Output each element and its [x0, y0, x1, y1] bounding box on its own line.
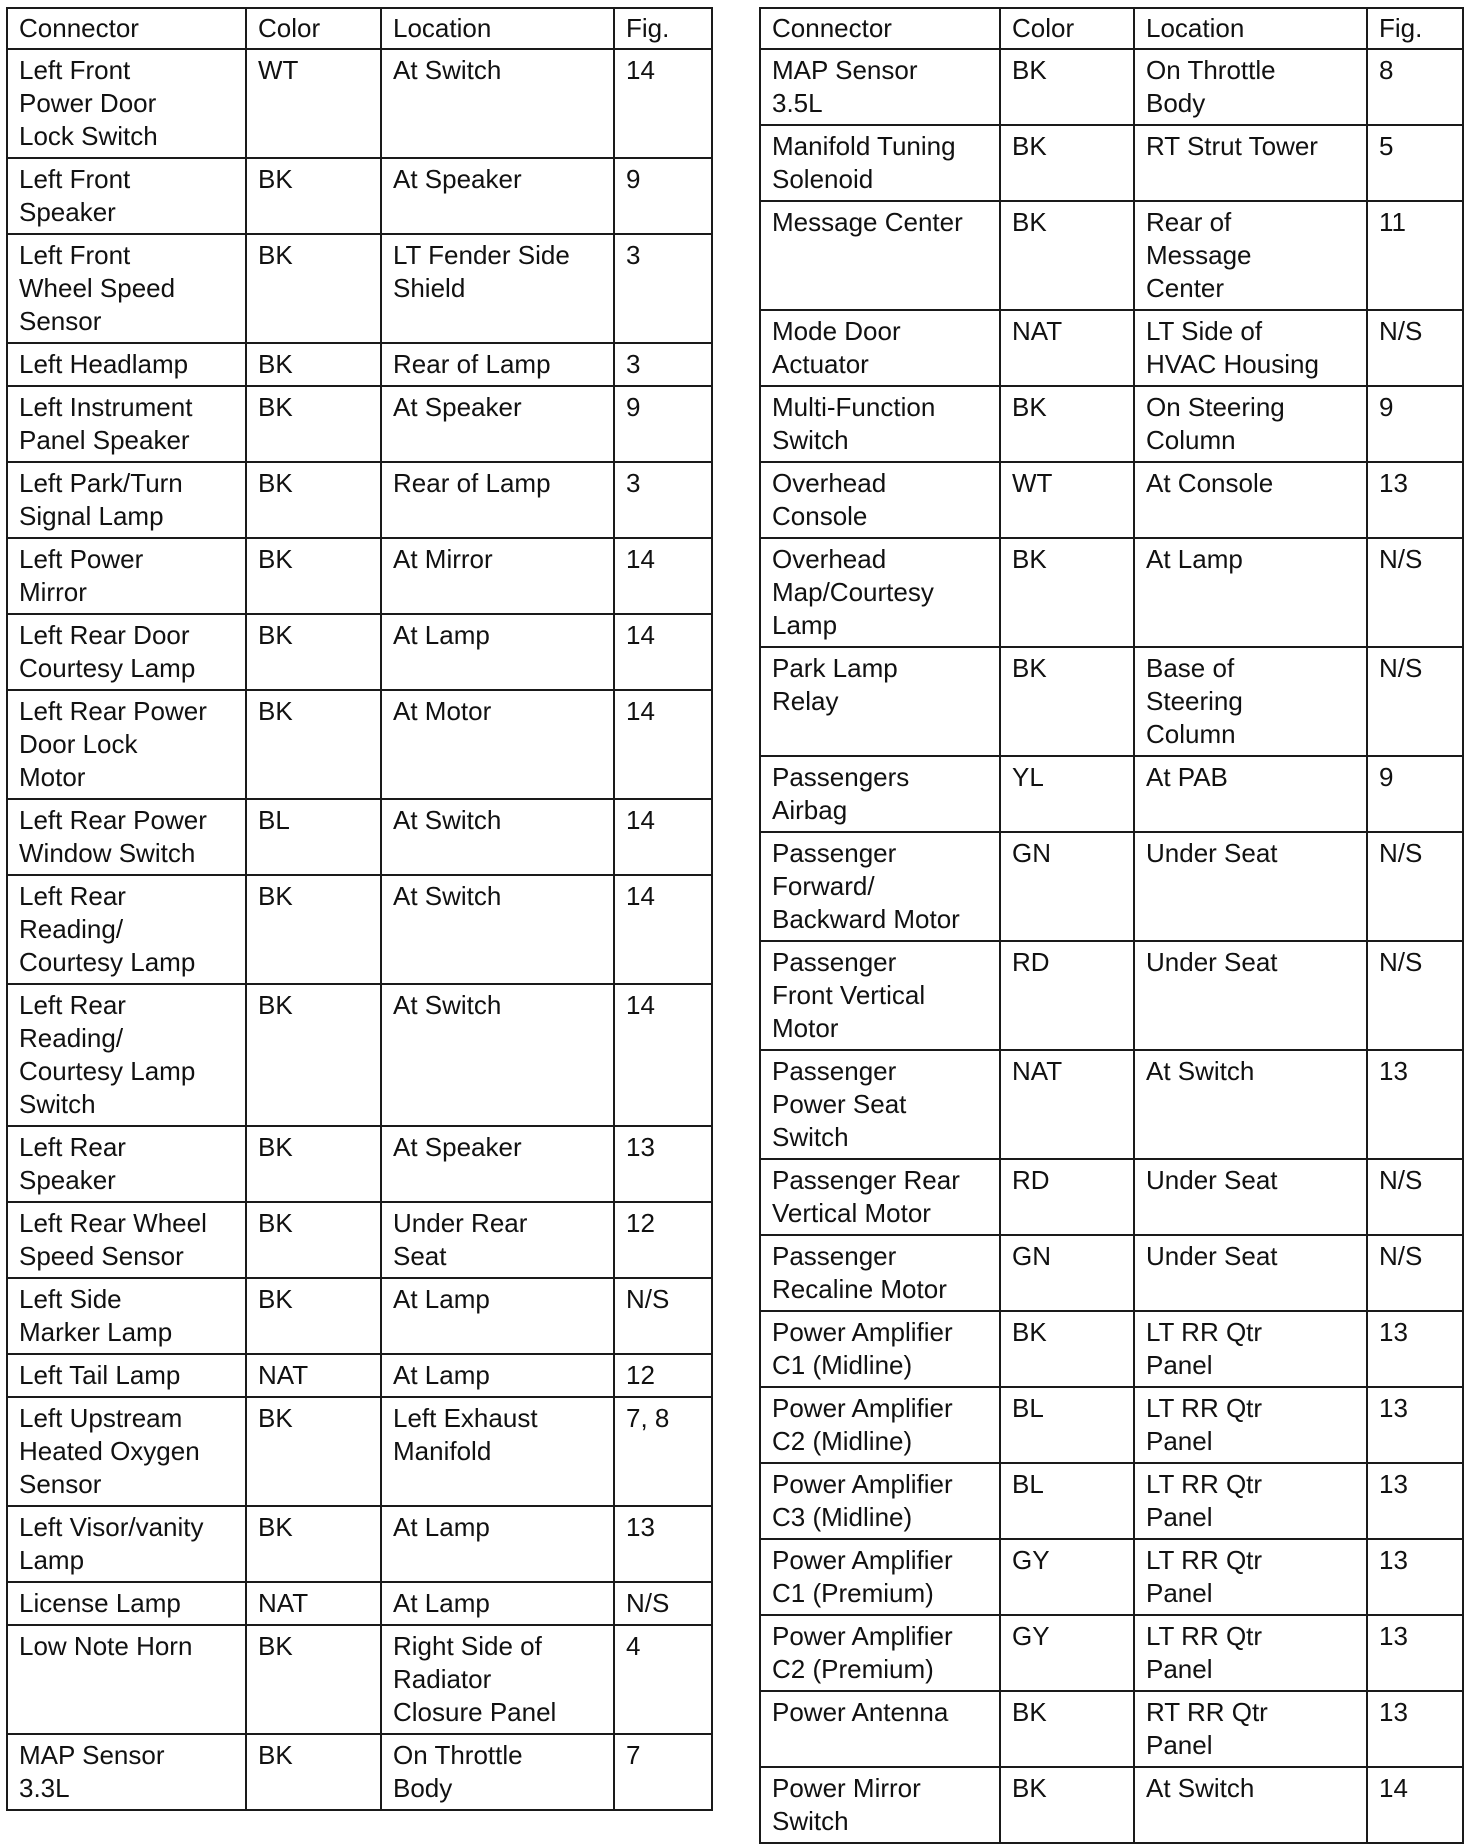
- table-row: [7, 538, 712, 614]
- color-cell: GY: [1000, 1615, 1134, 1691]
- table-row: [760, 941, 1463, 1050]
- table-row: [7, 690, 712, 799]
- header-connector: Connector: [760, 8, 1000, 49]
- table-row: [760, 1463, 1463, 1539]
- color-cell: WT: [1000, 462, 1134, 538]
- fig-cell: 12: [614, 1354, 712, 1397]
- fig-cell: 13: [614, 1506, 712, 1582]
- fig-cell: 13: [1367, 1463, 1463, 1539]
- connector-cell: Left Side Marker Lamp: [7, 1278, 246, 1354]
- location-cell: At Lamp: [381, 1582, 614, 1625]
- connector-cell: Left Visor/vanity Lamp: [7, 1506, 246, 1582]
- table-row: [7, 343, 712, 386]
- color-cell: BK: [1000, 1311, 1134, 1387]
- color-cell: BK: [1000, 1767, 1134, 1843]
- location-cell: At Console: [1134, 462, 1367, 538]
- location-cell: On Throttle Body: [381, 1734, 614, 1810]
- location-cell: At Switch: [381, 875, 614, 984]
- fig-cell: 14: [614, 984, 712, 1126]
- table-row: [7, 875, 712, 984]
- table-row: [760, 1539, 1463, 1615]
- connector-cell: Passengers Airbag: [760, 756, 1000, 832]
- table-row: [760, 310, 1463, 386]
- table-row: [7, 1734, 712, 1810]
- color-cell: BK: [246, 1506, 381, 1582]
- table-row: [760, 462, 1463, 538]
- connector-cell: License Lamp: [7, 1582, 246, 1625]
- connector-cell: Left Rear Speaker: [7, 1126, 246, 1202]
- table-row: [7, 1202, 712, 1278]
- color-cell: BK: [246, 1734, 381, 1810]
- connector-cell: Left Park/Turn Signal Lamp: [7, 462, 246, 538]
- location-cell: At Speaker: [381, 158, 614, 234]
- location-cell: LT RR Qtr Panel: [1134, 1615, 1367, 1691]
- connector-cell: Passenger Front Vertical Motor: [760, 941, 1000, 1050]
- fig-cell: 14: [614, 49, 712, 158]
- fig-cell: 7, 8: [614, 1397, 712, 1506]
- location-cell: Under Seat: [1134, 832, 1367, 941]
- connector-table-right: [759, 7, 1464, 1844]
- fig-cell: 4: [614, 1625, 712, 1734]
- table-row: [7, 462, 712, 538]
- table-row: [760, 832, 1463, 941]
- fig-cell: 14: [614, 538, 712, 614]
- connector-cell: Park Lamp Relay: [760, 647, 1000, 756]
- color-cell: BK: [246, 1126, 381, 1202]
- color-cell: BK: [246, 984, 381, 1126]
- location-cell: RT RR Qtr Panel: [1134, 1691, 1367, 1767]
- fig-cell: N/S: [614, 1278, 712, 1354]
- fig-cell: N/S: [1367, 941, 1463, 1050]
- location-cell: At Switch: [1134, 1050, 1367, 1159]
- connector-cell: Left Tail Lamp: [7, 1354, 246, 1397]
- connector-cell: Left Front Wheel Speed Sensor: [7, 234, 246, 343]
- fig-cell: 11: [1367, 201, 1463, 310]
- table-row: [7, 1354, 712, 1397]
- table-row: [760, 1691, 1463, 1767]
- color-cell: NAT: [1000, 1050, 1134, 1159]
- connector-cell: Power Mirror Switch: [760, 1767, 1000, 1843]
- color-cell: BK: [246, 158, 381, 234]
- fig-cell: 3: [614, 343, 712, 386]
- fig-cell: 14: [614, 614, 712, 690]
- table-row: [760, 1235, 1463, 1311]
- table-row: [760, 386, 1463, 462]
- connector-cell: MAP Sensor 3.3L: [7, 1734, 246, 1810]
- color-cell: NAT: [246, 1582, 381, 1625]
- color-cell: RD: [1000, 941, 1134, 1050]
- location-cell: Rear of Message Center: [1134, 201, 1367, 310]
- header-location: Location: [1134, 8, 1367, 49]
- color-cell: WT: [246, 49, 381, 158]
- fig-cell: 9: [614, 158, 712, 234]
- fig-cell: 13: [1367, 462, 1463, 538]
- connector-cell: Left Rear Power Door Lock Motor: [7, 690, 246, 799]
- location-cell: Under Seat: [1134, 1159, 1367, 1235]
- table-row: [760, 1311, 1463, 1387]
- connector-cell: Mode Door Actuator: [760, 310, 1000, 386]
- header-row: [7, 8, 712, 49]
- table-row: [760, 1050, 1463, 1159]
- fig-cell: N/S: [1367, 1235, 1463, 1311]
- color-cell: GY: [1000, 1539, 1134, 1615]
- table-row: [7, 1582, 712, 1625]
- location-cell: Rear of Lamp: [381, 462, 614, 538]
- connector-cell: Left Rear Reading/ Courtesy Lamp: [7, 875, 246, 984]
- fig-cell: 14: [614, 875, 712, 984]
- connector-cell: Power Antenna: [760, 1691, 1000, 1767]
- color-cell: BK: [246, 1625, 381, 1734]
- fig-cell: 7: [614, 1734, 712, 1810]
- connector-cell: Passenger Forward/ Backward Motor: [760, 832, 1000, 941]
- fig-cell: 8: [1367, 49, 1463, 125]
- location-cell: Rear of Lamp: [381, 343, 614, 386]
- fig-cell: N/S: [1367, 1159, 1463, 1235]
- table-row: [7, 614, 712, 690]
- color-cell: BK: [246, 614, 381, 690]
- fig-cell: N/S: [614, 1582, 712, 1625]
- table-row: [7, 234, 712, 343]
- header-color: Color: [1000, 8, 1134, 49]
- table-row: [7, 1625, 712, 1734]
- table-row: [760, 756, 1463, 832]
- table-row: [7, 1506, 712, 1582]
- connector-cell: Left Front Speaker: [7, 158, 246, 234]
- color-cell: BK: [246, 875, 381, 984]
- connector-cell: Manifold Tuning Solenoid: [760, 125, 1000, 201]
- table-row: [7, 799, 712, 875]
- color-cell: NAT: [1000, 310, 1134, 386]
- connector-cell: Passenger Rear Vertical Motor: [760, 1159, 1000, 1235]
- fig-cell: N/S: [1367, 832, 1463, 941]
- connector-cell: Left Upstream Heated Oxygen Sensor: [7, 1397, 246, 1506]
- location-cell: At Lamp: [1134, 538, 1367, 647]
- location-cell: Right Side of Radiator Closure Panel: [381, 1625, 614, 1734]
- color-cell: BK: [246, 386, 381, 462]
- location-cell: LT RR Qtr Panel: [1134, 1539, 1367, 1615]
- color-cell: GN: [1000, 832, 1134, 941]
- color-cell: BK: [246, 1397, 381, 1506]
- location-cell: At Lamp: [381, 1278, 614, 1354]
- table-row: [760, 49, 1463, 125]
- location-cell: At Lamp: [381, 614, 614, 690]
- fig-cell: 9: [1367, 386, 1463, 462]
- header-location: Location: [381, 8, 614, 49]
- color-cell: BK: [246, 1278, 381, 1354]
- color-cell: BL: [246, 799, 381, 875]
- connector-cell: Overhead Console: [760, 462, 1000, 538]
- connector-cell: Passenger Power Seat Switch: [760, 1050, 1000, 1159]
- header-fig: Fig.: [1367, 8, 1463, 49]
- table-row: [7, 49, 712, 158]
- location-cell: RT Strut Tower: [1134, 125, 1367, 201]
- table-row: [760, 1387, 1463, 1463]
- color-cell: BL: [1000, 1387, 1134, 1463]
- fig-cell: 14: [1367, 1767, 1463, 1843]
- fig-cell: 3: [614, 462, 712, 538]
- connector-cell: Power Amplifier C2 (Midline): [760, 1387, 1000, 1463]
- fig-cell: 13: [1367, 1311, 1463, 1387]
- location-cell: At Switch: [381, 49, 614, 158]
- location-cell: On Steering Column: [1134, 386, 1367, 462]
- color-cell: BK: [1000, 49, 1134, 125]
- fig-cell: 13: [614, 1126, 712, 1202]
- color-cell: BK: [246, 462, 381, 538]
- color-cell: BK: [1000, 647, 1134, 756]
- color-cell: BK: [246, 690, 381, 799]
- location-cell: At Switch: [381, 799, 614, 875]
- color-cell: BL: [1000, 1463, 1134, 1539]
- connector-cell: Left Instrument Panel Speaker: [7, 386, 246, 462]
- connector-cell: Left Headlamp: [7, 343, 246, 386]
- fig-cell: 5: [1367, 125, 1463, 201]
- header-fig: Fig.: [614, 8, 712, 49]
- connector-cell: MAP Sensor 3.5L: [760, 49, 1000, 125]
- location-cell: Under Seat: [1134, 941, 1367, 1050]
- header-connector: Connector: [7, 8, 246, 49]
- connector-cell: Left Rear Wheel Speed Sensor: [7, 1202, 246, 1278]
- location-cell: Left Exhaust Manifold: [381, 1397, 614, 1506]
- table-row: [760, 647, 1463, 756]
- fig-cell: 14: [614, 799, 712, 875]
- connector-cell: Multi-Function Switch: [760, 386, 1000, 462]
- location-cell: LT RR Qtr Panel: [1134, 1387, 1367, 1463]
- fig-cell: N/S: [1367, 538, 1463, 647]
- fig-cell: 13: [1367, 1691, 1463, 1767]
- location-cell: At Switch: [381, 984, 614, 1126]
- color-cell: GN: [1000, 1235, 1134, 1311]
- location-cell: At Lamp: [381, 1506, 614, 1582]
- fig-cell: 9: [1367, 756, 1463, 832]
- connector-cell: Left Rear Power Window Switch: [7, 799, 246, 875]
- location-cell: At Mirror: [381, 538, 614, 614]
- location-cell: Under Rear Seat: [381, 1202, 614, 1278]
- connector-table-left: [6, 7, 713, 1811]
- color-cell: BK: [1000, 1691, 1134, 1767]
- table-row: [7, 1278, 712, 1354]
- fig-cell: 14: [614, 690, 712, 799]
- location-cell: LT RR Qtr Panel: [1134, 1463, 1367, 1539]
- color-cell: BK: [246, 538, 381, 614]
- table-row: [7, 386, 712, 462]
- connector-cell: Power Amplifier C1 (Midline): [760, 1311, 1000, 1387]
- color-cell: BK: [1000, 538, 1134, 647]
- table-row: [760, 1159, 1463, 1235]
- location-cell: LT RR Qtr Panel: [1134, 1311, 1367, 1387]
- table-row: [7, 984, 712, 1126]
- fig-cell: 13: [1367, 1615, 1463, 1691]
- connector-cell: Message Center: [760, 201, 1000, 310]
- connector-cell: Power Amplifier C3 (Midline): [760, 1463, 1000, 1539]
- table-row: [760, 1767, 1463, 1843]
- table-row: [7, 158, 712, 234]
- connector-cell: Left Power Mirror: [7, 538, 246, 614]
- color-cell: BK: [1000, 386, 1134, 462]
- location-cell: LT Fender Side Shield: [381, 234, 614, 343]
- location-cell: At Lamp: [381, 1354, 614, 1397]
- table-row: [7, 1397, 712, 1506]
- connector-cell: Overhead Map/Courtesy Lamp: [760, 538, 1000, 647]
- connector-cell: Power Amplifier C1 (Premium): [760, 1539, 1000, 1615]
- connector-cell: Left Front Power Door Lock Switch: [7, 49, 246, 158]
- location-cell: At Motor: [381, 690, 614, 799]
- color-cell: BK: [246, 234, 381, 343]
- color-cell: BK: [1000, 125, 1134, 201]
- connector-cell: Left Rear Reading/ Courtesy Lamp Switch: [7, 984, 246, 1126]
- table-row: [760, 201, 1463, 310]
- location-cell: At Speaker: [381, 386, 614, 462]
- table-row: [760, 125, 1463, 201]
- color-cell: BK: [246, 1202, 381, 1278]
- table-row: [7, 1126, 712, 1202]
- fig-cell: 13: [1367, 1050, 1463, 1159]
- header-row: [760, 8, 1463, 49]
- fig-cell: 3: [614, 234, 712, 343]
- table-body: [7, 49, 712, 1810]
- connector-cell: Power Amplifier C2 (Premium): [760, 1615, 1000, 1691]
- location-cell: LT Side of HVAC Housing: [1134, 310, 1367, 386]
- connector-cell: Low Note Horn: [7, 1625, 246, 1734]
- fig-cell: N/S: [1367, 310, 1463, 386]
- color-cell: NAT: [246, 1354, 381, 1397]
- color-cell: RD: [1000, 1159, 1134, 1235]
- table-body: [760, 49, 1463, 1843]
- color-cell: BK: [246, 343, 381, 386]
- table-row: [760, 1615, 1463, 1691]
- fig-cell: N/S: [1367, 647, 1463, 756]
- color-cell: BK: [1000, 201, 1134, 310]
- fig-cell: 9: [614, 386, 712, 462]
- location-cell: At Speaker: [381, 1126, 614, 1202]
- header-color: Color: [246, 8, 381, 49]
- location-cell: Under Seat: [1134, 1235, 1367, 1311]
- fig-cell: 13: [1367, 1539, 1463, 1615]
- location-cell: At Switch: [1134, 1767, 1367, 1843]
- fig-cell: 12: [614, 1202, 712, 1278]
- location-cell: At PAB: [1134, 756, 1367, 832]
- fig-cell: 13: [1367, 1387, 1463, 1463]
- connector-cell: Left Rear Door Courtesy Lamp: [7, 614, 246, 690]
- connector-cell: Passenger Recaline Motor: [760, 1235, 1000, 1311]
- location-cell: Base of Steering Column: [1134, 647, 1367, 756]
- location-cell: On Throttle Body: [1134, 49, 1367, 125]
- table-row: [760, 538, 1463, 647]
- color-cell: YL: [1000, 756, 1134, 832]
